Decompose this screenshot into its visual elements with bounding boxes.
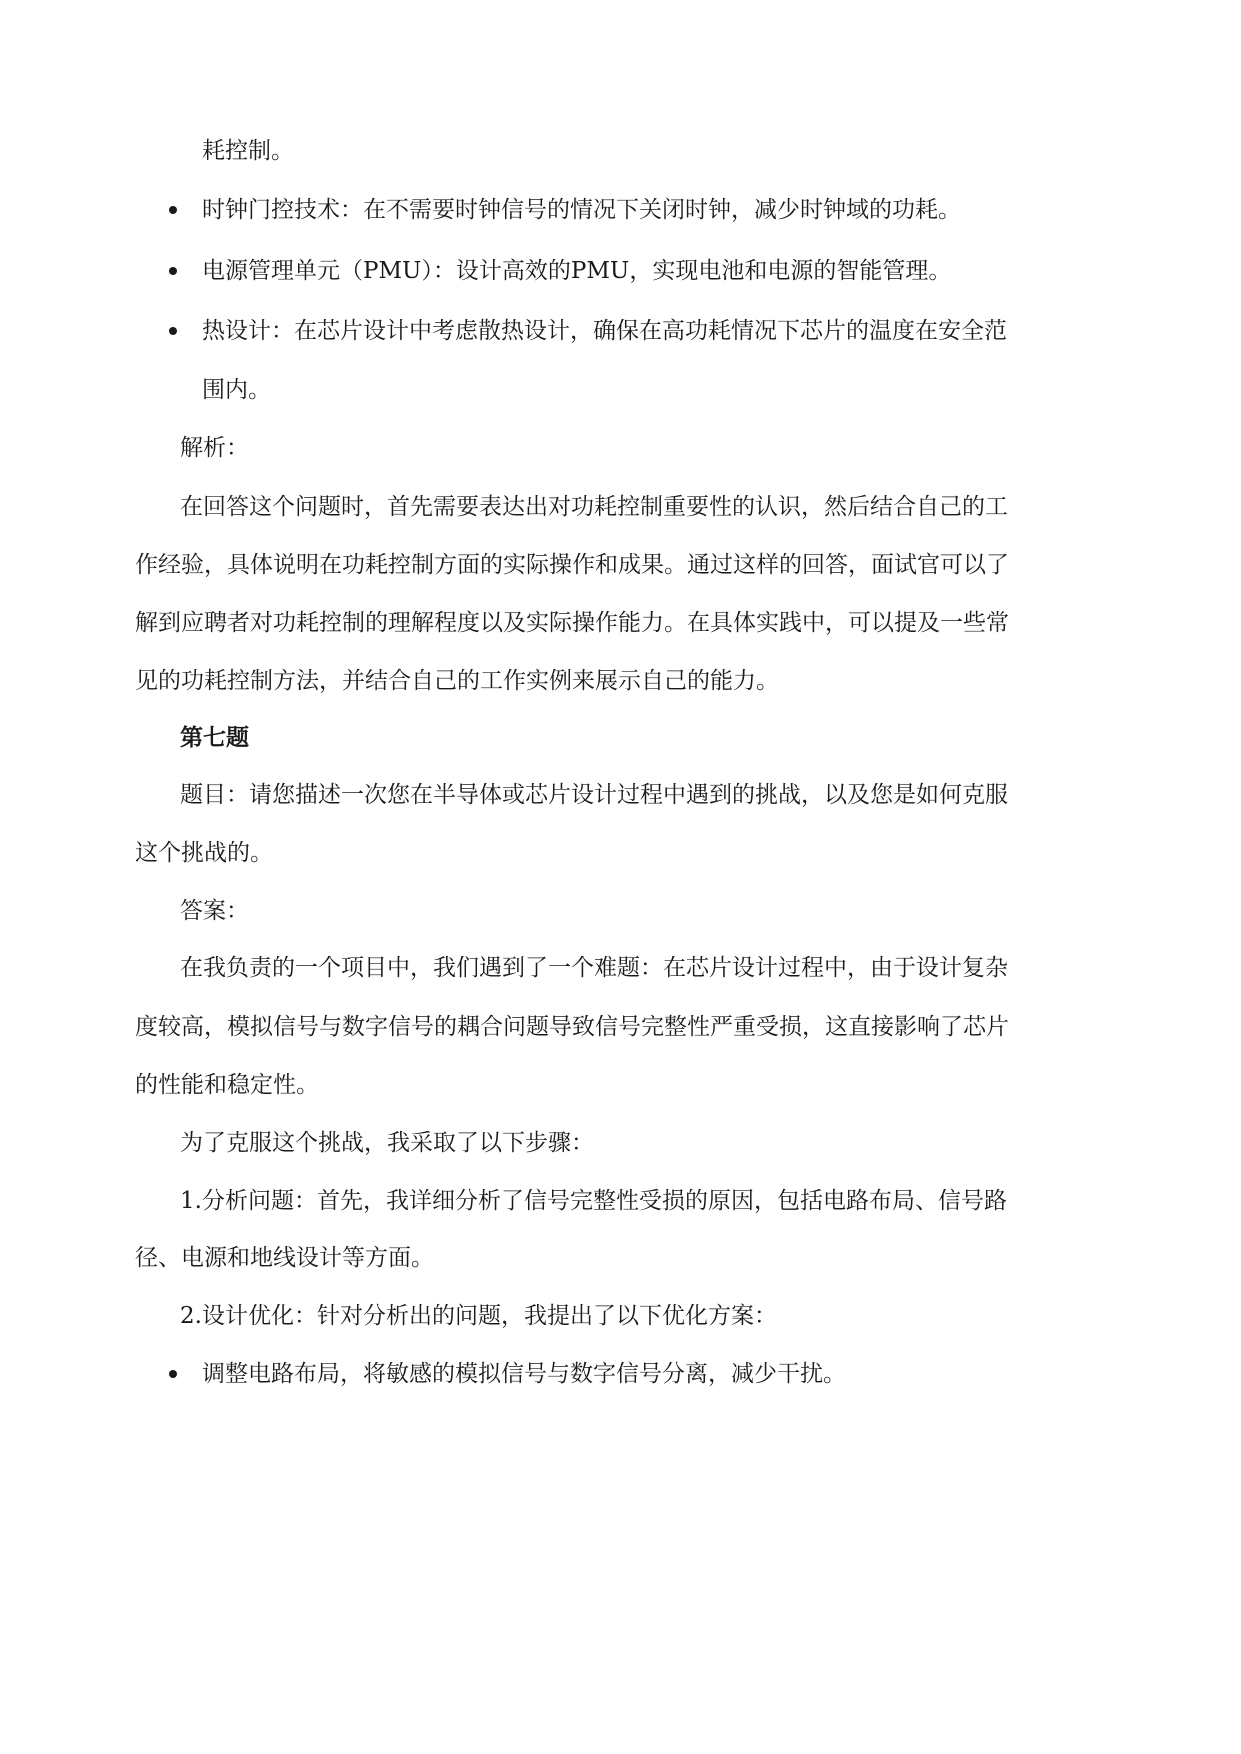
paragraph-line: 径、电源和地线设计等方面。: [135, 1245, 434, 1271]
bullet-icon: [169, 1370, 177, 1378]
list-item: 时钟门控技术：在不需要时钟信号的情况下关闭时钟，减少时钟域的功耗。: [202, 197, 961, 223]
list-item: 调整电路布局，将敏感的模拟信号与数字信号分离，减少干扰。: [202, 1361, 846, 1387]
paragraph-line: 作经验，具体说明在功耗控制方面的实际操作和成果。通过这样的回答，面试官可以了: [135, 552, 1009, 578]
section-label: 答案：: [180, 898, 249, 924]
section-label: 解析：: [180, 435, 249, 461]
paragraph-line: 2.设计优化：针对分析出的问题，我提出了以下优化方案：: [180, 1303, 777, 1329]
section-heading: 第七题: [180, 724, 249, 751]
paragraph-line: 度较高，模拟信号与数字信号的耦合问题导致信号完整性严重受损，这直接影响了芯片: [135, 1014, 1009, 1040]
paragraph-line: 耗控制。: [202, 138, 294, 164]
paragraph-line: 解到应聘者对功耗控制的理解程度以及实际操作能力。在具体实践中，可以提及一些常: [135, 610, 1009, 636]
paragraph-line: 的性能和稳定性。: [135, 1072, 319, 1098]
bullet-icon: [169, 206, 177, 214]
paragraph-line: 在回答这个问题时，首先需要表达出对功耗控制重要性的认识，然后结合自己的工: [180, 494, 1008, 520]
paragraph-line: 见的功耗控制方法，并结合自己的工作实例来展示自己的能力。: [135, 668, 779, 694]
paragraph-line: 在我负责的一个项目中，我们遇到了一个难题：在芯片设计过程中，由于设计复杂: [180, 955, 1008, 981]
list-item: 热设计：在芯片设计中考虑散热设计，确保在高功耗情况下芯片的温度在安全范: [202, 318, 1007, 344]
paragraph-line: 题目：请您描述一次您在半导体或芯片设计过程中遇到的挑战，以及您是如何克服: [180, 782, 1008, 808]
paragraph-line: 1.分析问题：首先，我详细分析了信号完整性受损的原因，包括电路布局、信号路: [180, 1188, 1007, 1214]
list-item: 电源管理单元（PMU）：设计高效的PMU，实现电池和电源的智能管理。: [202, 258, 952, 284]
paragraph-line: 这个挑战的。: [135, 840, 273, 866]
paragraph-line: 围内。: [202, 377, 271, 403]
bullet-icon: [169, 267, 177, 275]
paragraph-line: 为了克服这个挑战，我采取了以下步骤：: [180, 1130, 594, 1156]
bullet-icon: [169, 327, 177, 335]
